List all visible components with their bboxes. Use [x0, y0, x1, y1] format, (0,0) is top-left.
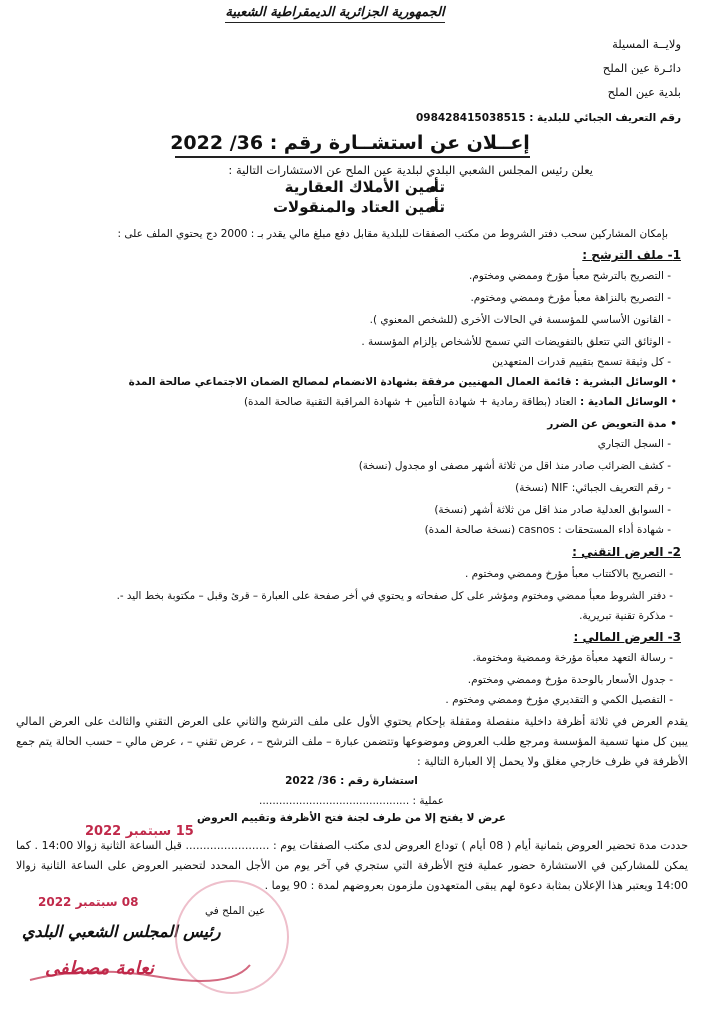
- doc-item: - كشف الضرائب صادر منذ اقل من ثلاثة أشهر مصفى او مجدول (نسخة): [358, 460, 671, 472]
- list-item: - رسالة التعهد معبأة مؤرخة وممضية ومختومة.: [472, 652, 673, 664]
- envelope-line1: استشارة رقم : 36/ 2022: [285, 775, 418, 787]
- doc-item: - شهادة أداء المستحقات : casnos (نسخة صالحة المدة): [424, 524, 671, 536]
- object-item: تأمين العتاد والمنقولات: [272, 198, 445, 216]
- nif-row: [416, 112, 681, 125]
- compensation-title-text: مدة التعويض عن الضرر: [547, 418, 667, 430]
- list-item: - القانون الأساسي للمؤسسة في الحالات الأخرى (للشخص المعنوي ).: [369, 314, 671, 326]
- list-item: - كل وثيقة تسمح بتقييم قدرات المتعهدين: [492, 356, 671, 368]
- list-item: - التصريح بالنزاهة معبأ مؤرخ وممضي ومختوم.: [470, 292, 671, 304]
- nif-value: 098428415038515: [415, 112, 526, 124]
- list-item: - التفصيل الكمي و التقديري مؤرخ وممضي ومختوم .: [445, 694, 673, 706]
- list-item: - التصريح بالاكتتاب معبأ مؤرخ وممضي ومختوم .: [464, 568, 673, 580]
- object-item: تأمين الأملاك العقارية: [284, 178, 445, 196]
- doc-item: - رقم التعريف الجبائي: NIF (نسخة): [515, 482, 671, 494]
- envelope-line3: عرض لا يفتح إلا من طرف لجنة فتح الأظرفة وتقييم العروض: [196, 812, 506, 824]
- title-underline: [175, 156, 530, 158]
- daira-label: دائـرة عين الملح: [602, 61, 681, 75]
- human-means: • الوسائل البشرية : قائمة العمال المهنيين مرفقة بشهادة الانضمام لمصالح الضمان الاجتماعي صالحة المدة: [128, 376, 677, 388]
- deadline-paragraph: حددت مدة تحضير العروض بثمانية أيام ( 08 أيام ) توداع العروض لدى مكتب الصفقات يوم : ........................ قبل الساعة الثانية زوالا 14:00 . كما يمكن للمشاركين في الاستشارة حضور عملية فتح الأظرفة التي ستجري في آخر يوم من الأجل المحدد لتحضير العروض على الساعة الثانية زوالا 14:00 ويعتبر هذا الإعلان بمثابة دعوة لهم يبقى المتعهدون ملزمون بعروضهم لمدة : 90 يوما .: [16, 839, 688, 892]
- participation-text: بإمكان المشاركين سحب دفتر الشروط من مكتب الصفقات للبلدية مقابل دفع مبلغ مالي يقدر بـ : 2000 دج يحتوي الملف على :: [117, 228, 668, 240]
- header-underline: [225, 22, 445, 23]
- list-item: - جدول الأسعار بالوحدة مؤرخ وممضي ومختوم.: [467, 674, 673, 686]
- handwritten-signature-icon: [20, 905, 260, 995]
- material-means-label: الوسائل المادية :: [580, 396, 668, 408]
- wilaya-label: ولايــة المسيلة: [612, 37, 681, 51]
- signature-place: عين الملح في: [205, 905, 266, 917]
- envelope-line2: عملية : .............................................: [258, 795, 445, 807]
- doc-item: - السجل التجاري: [597, 438, 671, 450]
- republic-heading: الجمهورية الجزائرية الديمقراطية الشعبية: [225, 5, 445, 20]
- section1-title: 1- ملف الترشح :: [582, 248, 681, 262]
- material-means: • الوسائل المادية : العتاد (بطاقة رمادية + شهادة التأمين + شهادة المراقبة التقنية صالحة المدة): [243, 396, 677, 408]
- section2-title: 2- العرض التقني :: [572, 545, 681, 559]
- human-means-label: الوسائل البشرية :: [574, 376, 668, 388]
- compensation-title: • مدة التعويض عن الضرر: [547, 418, 677, 430]
- signature-role: رئيس المجلس الشعبي البلدي: [22, 922, 221, 941]
- material-means-text: العتاد (بطاقة رمادية + شهادة التأمين + شهادة المراقبة التقنية صالحة المدة): [243, 396, 577, 408]
- nif-label: رقم التعريف الجبائي للبلدية :: [529, 112, 681, 124]
- list-item: - دفتر الشروط معبأ ممضي ومختوم ومؤشر على كل صفحاته و يحتوي في أخر صفحة على العبارة – قرئ وقبل – مكتوبة بخط اليد -.: [116, 590, 673, 602]
- list-item: - الوثائق التي تتعلق بالتفويضات التي تسمح للأشخاص بإلزام المؤسسة .: [361, 336, 671, 348]
- section3-title: 3- العرض المالي :: [573, 630, 681, 644]
- doc-item: - السوابق العدلية صادر منذ اقل من ثلاثة أشهر (نسخة): [434, 504, 671, 516]
- date-stamp-bottom: 08 سبتمبر 2022: [38, 895, 139, 909]
- list-item: - مذكرة تقنية تبريرية.: [579, 610, 673, 622]
- intro-text: يعلن رئيس المجلس الشعبي البلدي لبلدية عين الملح عن الاستشارات التالية :: [228, 163, 593, 177]
- signature-name: نعامة مصطفى: [45, 958, 154, 979]
- submission-paragraph: يقدم العرض في ثلاثة أظرفة داخلية منفصلة ومقفلة بإحكام يحتوي الأول على ملف الترشح والثاني على العرض التقني والثالث على العرض المالي يبين كل منها تسمية المؤسسة ومرجع طلب العروض وموضوعها وتتضمن عبارة – ملف الترشح – ، عرض تقني – ، عرض مالي – حسب الحالة يتم جمع الأظرفة في ظرف خارجي مغلق ولا يحمل إلا العبارة التالية :: [16, 715, 688, 768]
- human-means-text: قائمة العمال المهنيين مرفقة بشهادة الانضمام لمصالح الضمان الاجتماعي صالحة المدة: [128, 376, 572, 388]
- commune-label: بلدية عين الملح: [607, 85, 681, 99]
- page-title: إعــلان عن استشــارة رقم : 36/ 2022: [170, 132, 530, 154]
- list-item: - التصريح بالترشح معبأ مؤرخ وممضي ومختوم.: [468, 270, 671, 282]
- date-stamp-top: 15 سبتمبر 2022: [85, 824, 194, 839]
